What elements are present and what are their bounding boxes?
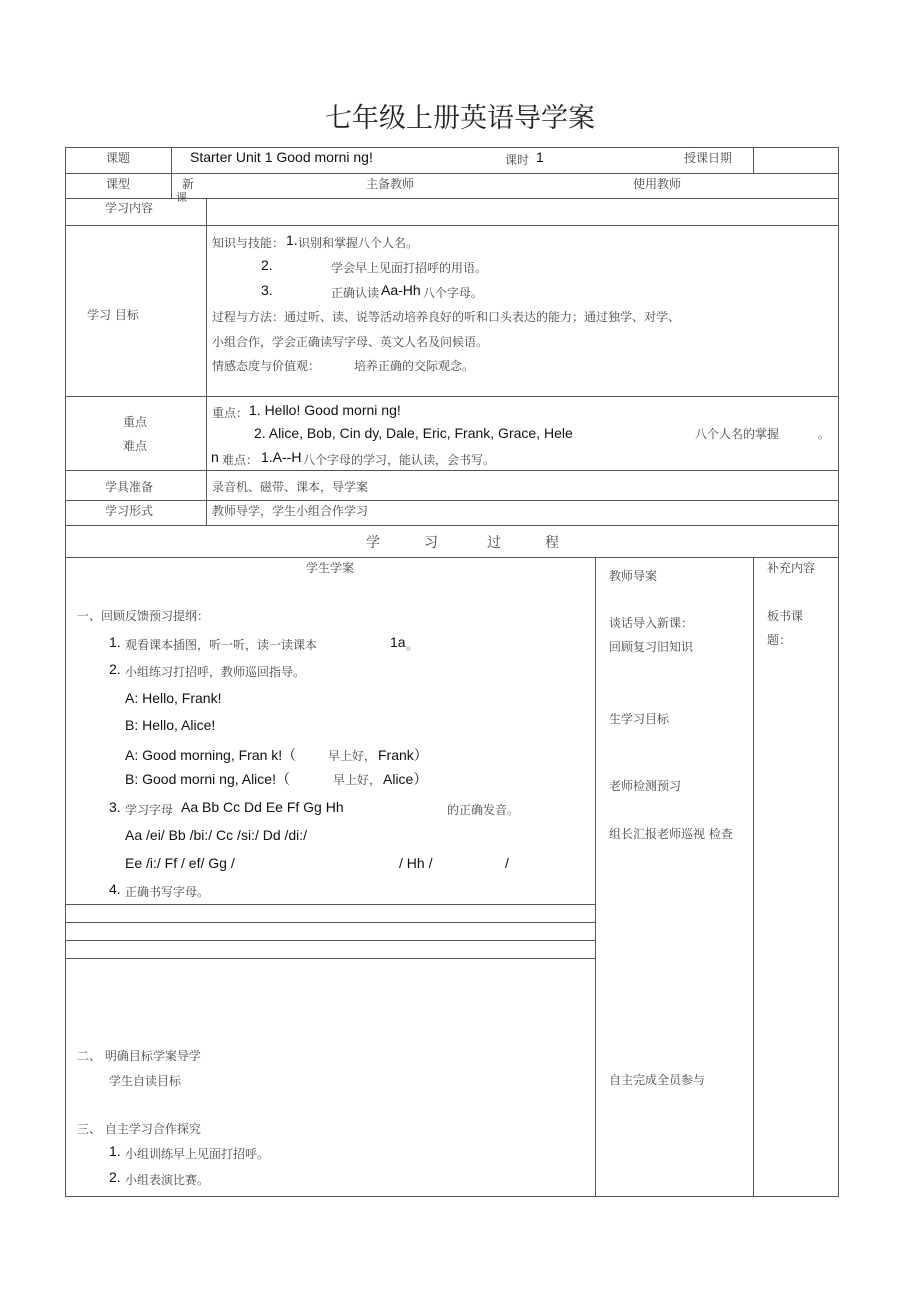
section-3-item-2: 小组表演比赛。 [125,1173,210,1187]
item-number: 2. [109,1169,121,1185]
board-note-2: 题： [767,633,792,647]
goal-text: 过程与方法：通过听、读、说等活动培养良好的听和口头表达的能力；通过独学、对学、 [212,310,681,324]
goal-text: 情感态度与价值观： [212,359,321,373]
key-line-3-n: n [211,449,219,465]
key-line-2-note: 八个人名的掌握 [695,427,780,441]
teacher-note: 生学习目标 [609,712,670,726]
type-label: 课型 [106,177,131,191]
difficulty-prefix: 难点： [222,453,259,467]
teacher-note: 老师检测预习 [609,779,682,793]
dialog-line: B: Good morni ng, Alice!（ [125,771,290,787]
date-label: 授课日期 [684,151,733,165]
goal-text: 正确认读 [331,286,380,300]
heading-char: 程 [545,535,559,551]
student-col-header: 学生学案 [306,561,355,575]
key-label: 重点 [123,415,148,429]
teacher-note: 回顾复习旧知识 [609,640,694,654]
teacher-note: 谈话导入新课： [609,616,694,630]
section-1: 一、回顾反馈预习提纲： [77,609,210,623]
phonetic-line: Aa /ei/ Bb /bi:/ Cc /si:/ Dd /di:/ [125,827,308,843]
item-number: 1. [109,1143,121,1159]
item-number: 3. [109,799,121,815]
topic-label: 课题 [106,151,131,165]
difficulty-bold: 1.A--H [261,449,302,465]
key-line-2-end: 。 [818,427,831,441]
item-3-end: 的正确发音。 [447,803,520,817]
section-3-item-1: 小组训练早上见面打招呼。 [125,1147,270,1161]
section-2-item: 学生自读目标 [109,1074,182,1088]
dialog-cn: 早上好， [328,749,377,763]
phonetic-line: / Hh / [399,855,433,871]
key-line-2: 2. Alice, Bob, Cin dy, Dale, Eric, Frank, Grace, Hele [254,425,573,441]
item-1-end: 。 [406,638,419,652]
goal-number: 3. [261,282,273,298]
type-value: 新 [182,177,195,191]
goal-text: Aa-Hh [381,282,421,298]
difficulty-text: 八个字母的学习，能认读，会书写。 [303,453,496,467]
dialog-name: Frank） [378,747,428,763]
item-1: 观看课本插图，听一听，读一读课本 [125,638,318,652]
lead-teacher-label: 主备教师 [366,177,415,191]
type-value-overflow [176,189,187,197]
dialog-line: A: Hello, Frank! [125,690,222,706]
item-1-bold: 1a [390,634,406,650]
goal-text: 小组合作，学会正确读写字母、英文人名及问候语。 [212,335,489,349]
user-teacher-label: 使用教师 [633,177,682,191]
item-3: 学习字母 [125,803,174,817]
heading-char: 习 [424,535,438,551]
period-value: 1 [536,149,544,165]
goal-text: 学会早上见面打招呼的用语。 [331,261,488,275]
materials-label: 学具准备 [105,480,154,494]
teacher-col-header: 教师导案 [609,569,658,583]
item-number: 1. [109,634,121,650]
period-label: 课时 [505,153,530,167]
item-number: 4. [109,881,121,897]
phonetic-line: / [505,855,509,871]
teacher-note: 自主完成全员参与 [609,1073,706,1087]
dialog-cn: 早上好， [333,773,382,787]
section-2: 二、 明确目标学案导学 [77,1049,201,1063]
phonetic-line: Ee /i:/ Ff / ef/ Gg / [125,855,235,871]
goal-text: 知识与技能： [212,236,285,250]
content-label: 学习内容 [105,201,154,215]
dialog-name: Alice） [383,771,428,787]
heading-char: 过 [487,535,501,551]
extra-col-header: 补充内容 [767,561,816,575]
form-label: 学习形式 [105,504,154,518]
page-title: 七年级上册英语导学案 [325,103,595,134]
section-3: 三、 自主学习合作探究 [77,1122,201,1136]
key-prefix: 重点： [212,406,249,420]
difficulty-label: 难点 [123,439,148,453]
item-2: 小组练习打招呼，教师巡回指导。 [125,665,306,679]
goal-text: 八个字母。 [423,286,484,300]
goals-label: 学习 目标 [87,308,139,322]
board-note: 板书课 [767,609,804,623]
goal-number: 1. [286,232,298,248]
dialog-line: A: Good morning, Fran k!（ [125,747,297,763]
dialog-line: B: Hello, Alice! [125,717,216,733]
heading-char: 学 [366,535,380,551]
item-3-letters: Aa Bb Cc Dd Ee Ff Gg Hh [181,799,344,815]
goal-number: 2. [261,257,273,273]
goal-text: 培养正确的交际观念。 [354,359,475,373]
materials-value: 录音机、磁带、课本，导学案 [212,480,369,494]
topic-value: Starter Unit 1 Good morni ng! [190,149,373,165]
date-field[interactable] [755,149,837,171]
teacher-note: 组长汇报老师巡视 检查 [609,827,733,841]
goal-text: 识别和掌握八个人名。 [298,236,419,250]
key-line-1: 1. Hello! Good morni ng! [249,402,401,418]
form-value: 教师导学，学生小组合作学习 [212,504,369,518]
item-number: 2. [109,661,121,677]
item-4: 正确书写字母。 [125,885,210,899]
